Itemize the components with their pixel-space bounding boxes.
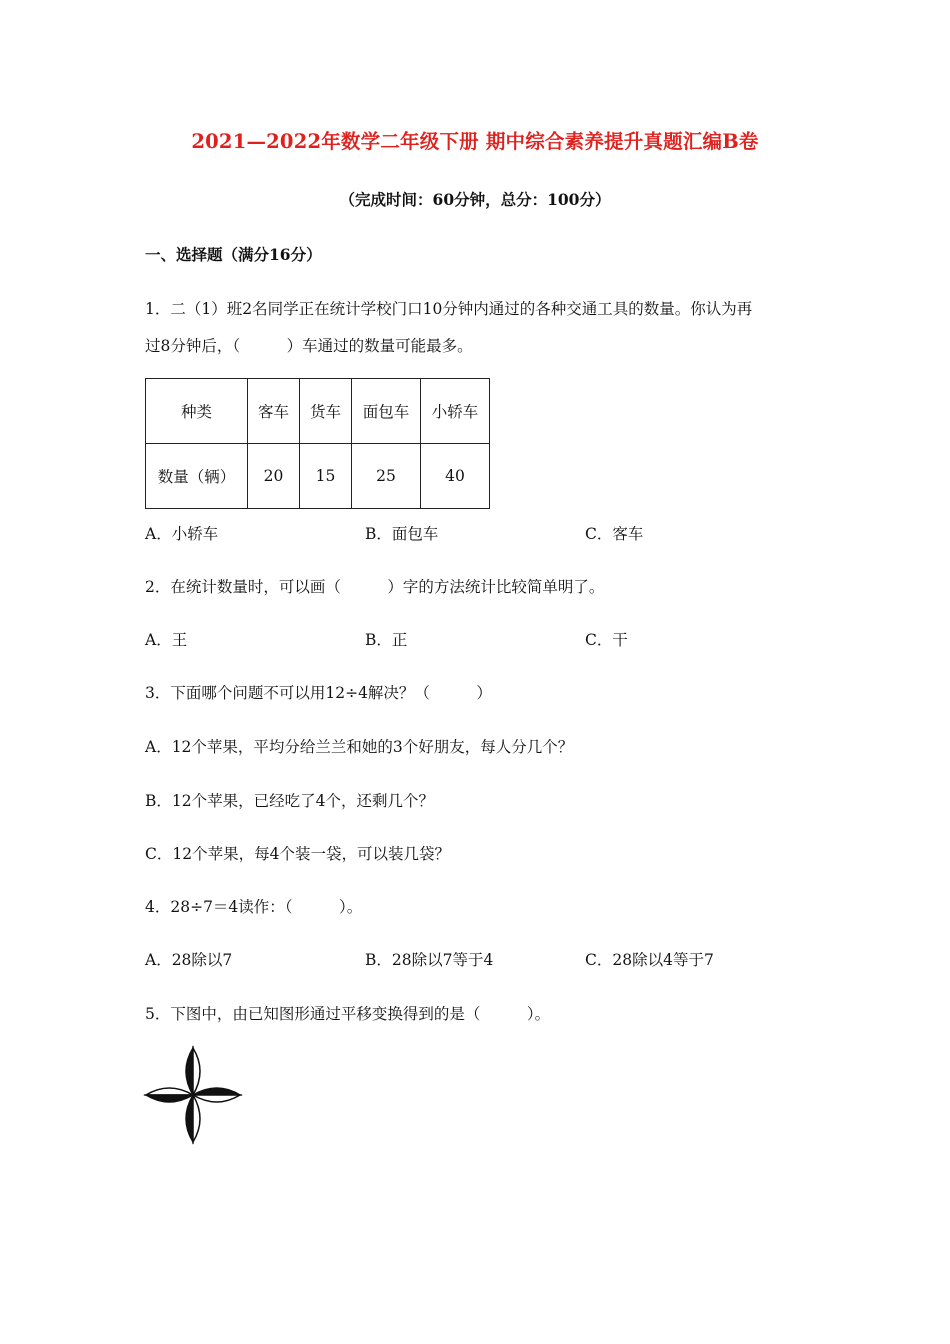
table-cell: 40 [421, 444, 490, 509]
question-1-line-1: 1．二（1）班2名同学正在统计学校门口10分钟内通过的各种交通工具的数量。你认为再 [145, 300, 753, 318]
question-3: 3．下面哪个问题不可以用12÷4解决？（ ） [145, 684, 492, 702]
q1-option-a: A．小轿车 [145, 525, 219, 543]
table-cell: 货车 [300, 379, 352, 444]
q4-option-c: C．28除以4等于7 [585, 951, 714, 969]
q4-option-a: A．28除以7 [145, 951, 233, 969]
table-cell: 数量（辆） [146, 444, 248, 509]
question-4: 4．28÷7＝4读作：（ ）。 [145, 898, 363, 916]
question-5: 5．下图中，由已知图形通过平移变换得到的是（ ）。 [145, 1005, 551, 1023]
q2-option-a: A．王 [145, 631, 188, 649]
table-header-row [146, 379, 490, 444]
q4-option-b: B．28除以7等于4 [365, 951, 494, 969]
table-cell: 20 [248, 444, 300, 509]
q1-option-c: C．客车 [585, 525, 644, 543]
page-title: 2021—2022年数学二年级下册 期中综合素养提升真题汇编B卷 [191, 130, 759, 153]
table-cell: 客车 [248, 379, 300, 444]
table-row [146, 444, 490, 509]
q2-option-b: B．正 [365, 631, 408, 649]
section-heading: 一、选择题（满分16分） [145, 245, 322, 264]
q3-option-b: B．12个苹果，已经吃了4个，还剩几个？ [145, 792, 434, 810]
q3-option-a: A．12个苹果，平均分给兰兰和她的3个好朋友，每人分几个？ [145, 738, 574, 756]
table-cell: 25 [352, 444, 421, 509]
table-cell: 15 [300, 444, 352, 509]
q3-option-c: C．12个苹果，每4个装一袋，可以装几袋？ [145, 845, 450, 863]
traffic-table [145, 378, 490, 509]
table-cell: 种类 [146, 379, 248, 444]
four-petal-figure [143, 1045, 243, 1145]
q2-option-c: C．干 [585, 631, 628, 649]
question-1-line-2: 过8分钟后，（ ）车通过的数量可能最多。 [145, 337, 473, 355]
question-2: 2．在统计数量时，可以画（ ）字的方法统计比较简单明了。 [145, 578, 605, 596]
table-cell: 面包车 [352, 379, 421, 444]
exam-info: （完成时间：60分钟，总分：100分） [339, 190, 611, 209]
table-cell: 小轿车 [421, 379, 490, 444]
q1-option-b: B．面包车 [365, 525, 439, 543]
